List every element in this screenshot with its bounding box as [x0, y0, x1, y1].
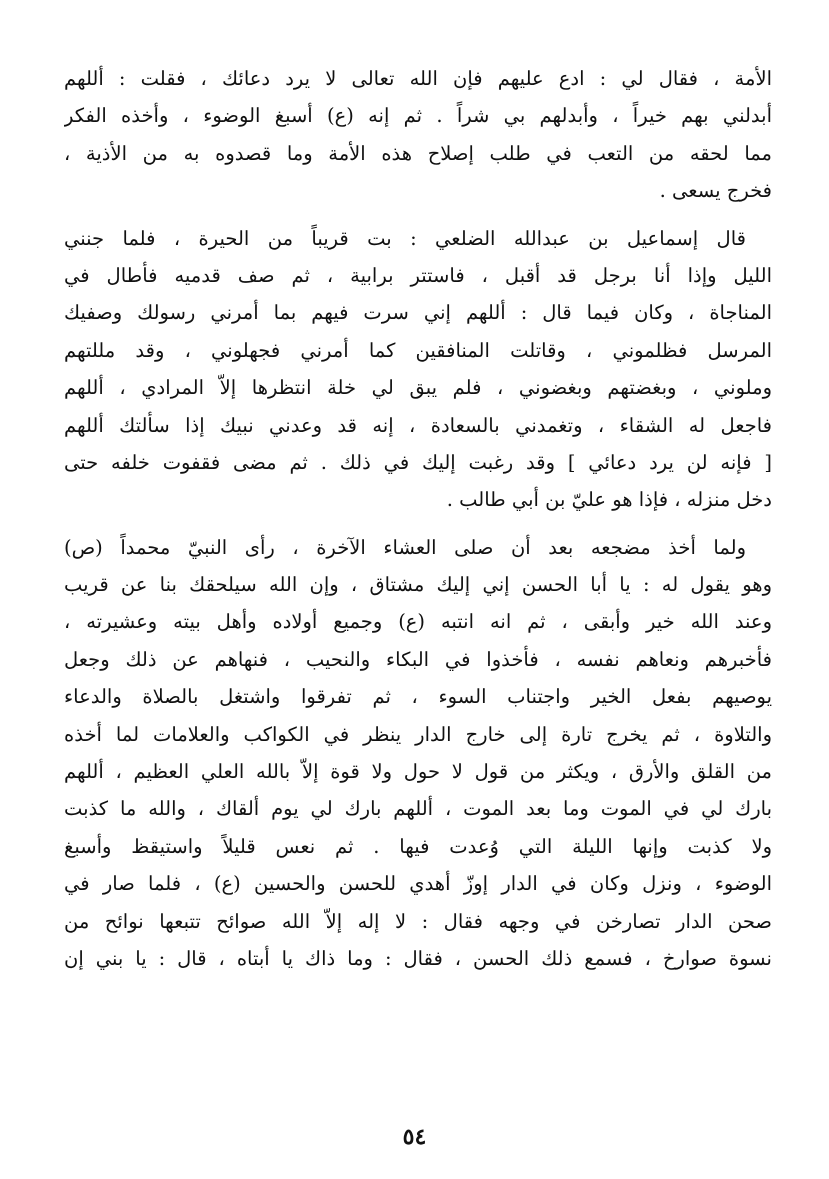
paragraph-gap — [64, 210, 772, 220]
text-line: صحن الدار تصارخن في وجهه فقال : لا إله إلاّ الله صوائح تتبعها نوائح من — [64, 909, 772, 933]
text-line: فأخبرهم ونعاهم نفسه ، فأخذوا في البكاء والنحيب ، فنهاهم عن ذلك وجعل — [64, 647, 772, 671]
paragraph-gap — [64, 519, 772, 529]
text-line: ولا كذبت وإنها الليلة التي وُعدت فيها . ثم نعس قليلاً واستيقظ وأسبغ — [64, 834, 772, 858]
text-line: المناجاة ، وكان فيما قال : أللهم إني سرت فيهم بما أمرني رسولك وصفيك — [64, 301, 772, 325]
text-line: وعند الله خير وأبقى ، ثم انه انتبه (ع) وجميع أولاده وأهل بيته وعشيرته ، — [64, 610, 772, 634]
text-line: وملوني ، وبغضتهم وبغضوني ، فلم يبق لي خلة انتظرها إلاّ المرادي ، أللهم — [64, 376, 772, 400]
text-line: المرسل فظلموني ، وقاتلت المنافقين كما أمرني فجهلوني ، وقد مللتهم — [64, 338, 772, 362]
page-body — [64, 60, 772, 1120]
text-line: فاجعل له الشقاء ، وتغمدني بالسعادة ، إنه قد وعدني نبيك إذا سألتك أللهم — [64, 413, 772, 437]
text-line: وهو يقول له : يا أبا الحسن إني إليك مشتاق ، وإن الله سيلحقك بنا عن قريب — [64, 573, 772, 597]
paragraph — [64, 529, 772, 978]
paragraph — [64, 220, 772, 519]
text-line: يوصيهم بفعل الخير واجتناب السوء ، ثم تفرقوا واشتغل بالصلاة والدعاء — [64, 685, 772, 709]
text-line: قال إسماعيل بن عبدالله الضلعي : بت قريباً من الحيرة ، فلما جنني — [64, 226, 746, 250]
page-number: ٥٤ — [402, 1124, 427, 1150]
text-line: الأمة ، فقال لي : ادع عليهم فإن الله تعالى لا يرد دعائك ، فقلت : أللهم — [64, 67, 772, 90]
text-line: ولما أخذ مضجعه بعد أن صلى العشاء الآخرة ، رأى النبيّ محمداً (ص) — [64, 535, 746, 559]
paragraph — [64, 60, 772, 210]
text-line: الليل وإذا أنا برجل قد أقبل ، فاستتر برابية ، ثم صف قدميه فأطال في — [64, 263, 772, 287]
text-line: فخرج يسعى . — [659, 179, 772, 203]
text-line: الوضوء ، ونزل وكان في الدار إوزّ أهدي للحسن والحسين (ع) ، فلما صار في — [64, 872, 772, 896]
text-line: والتلاوة ، ثم يخرج تارة إلى خارج الدار ينظر في الكواكب والعلامات لما أخذه — [64, 722, 772, 746]
text-line: [ فإنه لن يرد دعائي ] وقد رغبت إليك في ذلك . ثم مضى فقفوت خلفه حتى — [64, 450, 772, 474]
text-line: أبدلني بهم خيراً ، وأبدلهم بي شراً . ثم إنه (ع) أسبغ الوضوء ، وأخذه الفكر — [64, 104, 772, 128]
text-line: مما لحقه من التعب في طلب إصلاح هذه الأمة وما قصدوه به من الأذية ، — [64, 141, 772, 165]
text-line: دخل منزله ، فإذا هو عليّ بن أبي طالب . — [446, 488, 772, 512]
text-line: بارك لي في الموت وما بعد الموت ، أللهم بارك لي يوم ألقاك ، والله ما كذبت — [64, 797, 772, 821]
text-line: من القلق والأرق ، ويكثر من قول لا حول ولا قوة إلاّ بالله العلي العظيم ، أللهم — [64, 760, 772, 784]
text-line: نسوة صوارخ ، فسمع ذلك الحسن ، فقال : وما ذاك يا أبتاه ، قال : يا بني إن — [64, 946, 772, 970]
